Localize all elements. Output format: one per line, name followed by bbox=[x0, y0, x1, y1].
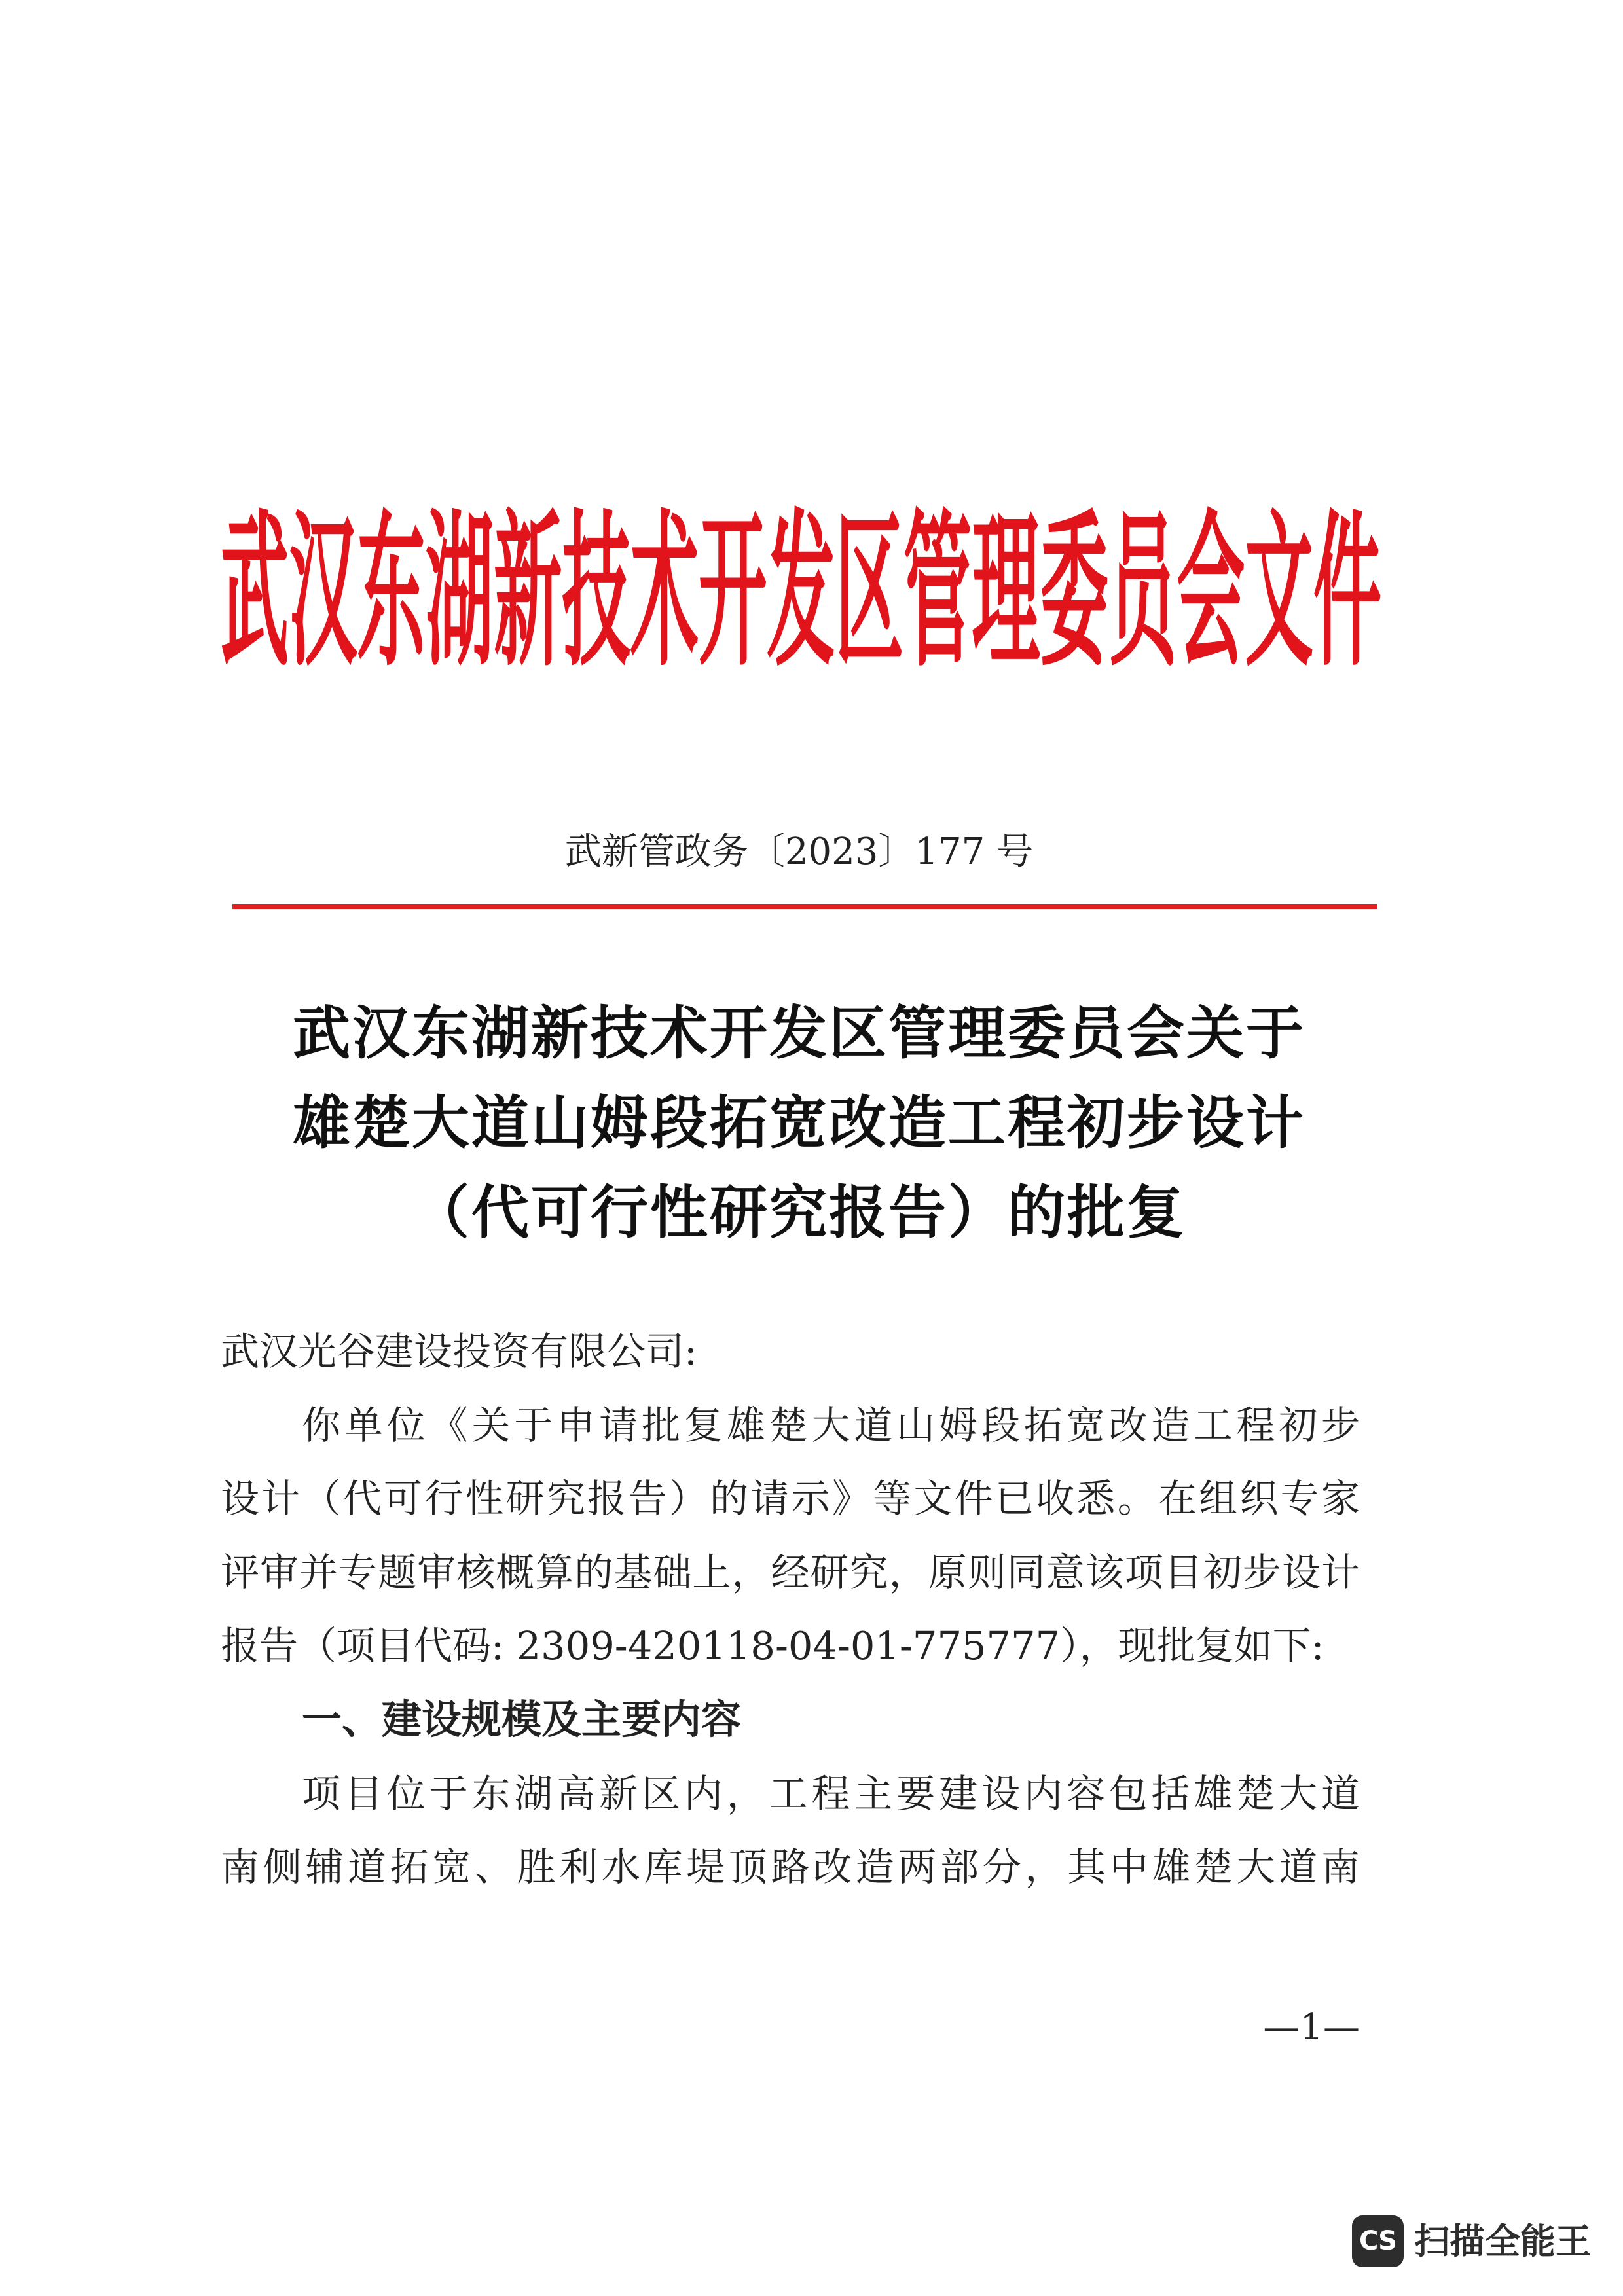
red-separator-rule bbox=[232, 904, 1377, 909]
paragraph2-line-2: 南侧辅道拓宽、胜利水库堤顶路改造两部分，其中雄楚大道南 bbox=[221, 1844, 1360, 1890]
paragraph1-line-3: 评审并专题审核概算的基础上，经研究，原则同意该项目初步设计 bbox=[221, 1549, 1360, 1595]
title-line-2: 雄楚大道山姆段拓宽改造工程初步设计 bbox=[292, 1088, 1305, 1157]
scanner-watermark bbox=[1352, 2215, 1591, 2267]
paragraph1-line-1: 你单位《关于申请批复雄楚大道山姆段拓宽改造工程初步 bbox=[302, 1402, 1360, 1448]
document-number: 武新管政务〔2023〕177 号 bbox=[564, 831, 1034, 873]
addressee: 武汉光谷建设投资有限公司: bbox=[221, 1329, 697, 1374]
document-body bbox=[221, 1315, 1360, 1905]
title-line-1: 武汉东湖新技术开发区管理委员会关于 bbox=[292, 999, 1305, 1067]
paragraph1-line-4: 报告（项目代码: 2309-420118-04-01-775777），现批复如下: bbox=[221, 1623, 1324, 1669]
paragraph1-line-2: 设计（代可行性研究报告）的请示》等文件已收悉。在组织专家 bbox=[221, 1476, 1360, 1522]
page-number: —1— bbox=[1263, 2006, 1360, 2049]
scanner-app-name: 扫描全能王 bbox=[1414, 2221, 1591, 2262]
camscanner-logo-icon: CS bbox=[1352, 2215, 1404, 2267]
section-heading: 一、建设规模及主要内容 bbox=[302, 1696, 742, 1743]
title-line-3: （代可行性研究报告）的批复 bbox=[411, 1178, 1186, 1246]
paragraph2-line-1: 项目位于东湖高新区内，工程主要建设内容包括雄楚大道 bbox=[302, 1770, 1360, 1816]
document-title bbox=[221, 988, 1377, 1257]
issuer-header: 武汉东湖新技术开发区管理委员会文件 bbox=[221, 493, 1381, 690]
